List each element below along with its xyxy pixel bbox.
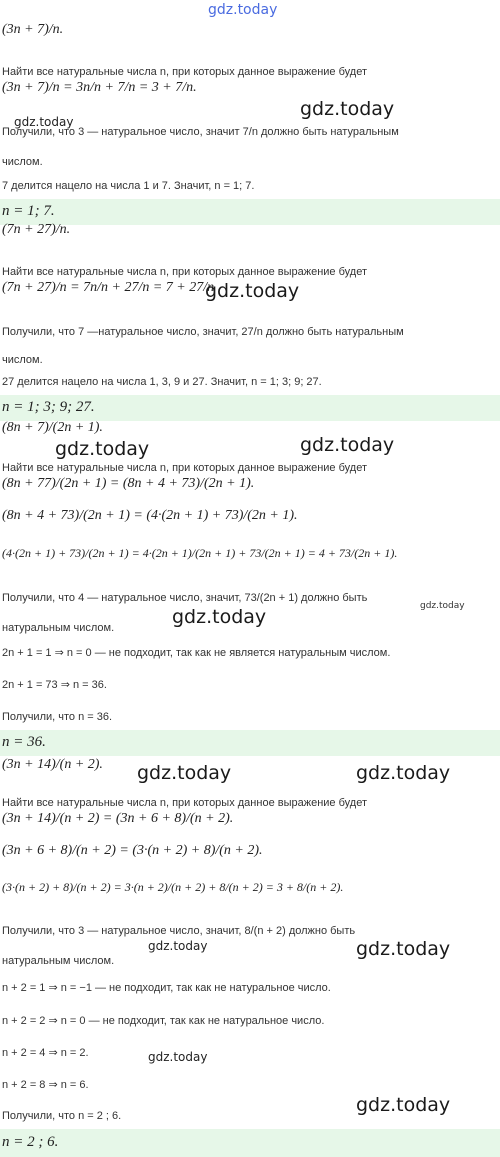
watermark-big: gdz.today <box>172 606 267 628</box>
p3-task: Найти все натуральные числа n, при которых данное выражение будет <box>2 462 367 474</box>
watermark-big: gdz.today <box>137 762 232 784</box>
p2-answer: n = 1; 3; 9; 27. <box>2 399 95 415</box>
watermark-big: gdz.today <box>205 280 300 302</box>
watermark-big: gdz.today <box>55 438 150 460</box>
p4-task: Найти все натуральные числа n, при которых данное выражение будет <box>2 797 367 809</box>
p3-answer-band <box>0 730 500 756</box>
p4-reason: Получили, что 3 — натуральное число, значит, 8/(n + 2) должно быть <box>2 925 356 937</box>
p2-divisors: 27 делится нацело на числа 1, 3, 9 и 27. Значит, n = 1; 3; 9; 27. <box>2 376 322 388</box>
p3-answer: n = 36. <box>2 734 46 750</box>
watermark-big: gdz.today <box>300 434 395 456</box>
p3-case2: 2n + 1 = 73 ⇒ n = 36. <box>2 679 107 691</box>
watermark-big: gdz.today <box>356 762 451 784</box>
watermark-small: gdz.today <box>148 1050 208 1064</box>
p4-case3: n + 2 = 4 ⇒ n = 2. <box>2 1047 89 1059</box>
watermark-big: gdz.today <box>300 98 395 120</box>
p4-step2: (3n + 6 + 8)/(n + 2) = (3·(n + 2) + 8)/(n + 2). <box>2 843 263 858</box>
p1-reason: Получили, что 3 — натуральное число, значит 7/n должно быть натуральным <box>2 126 399 138</box>
p3-reason2: натуральным числом. <box>2 622 115 634</box>
p3-case1: 2n + 1 = 1 ⇒ n = 0 — не подходит, так как не является натуральным числом. <box>2 647 391 659</box>
watermark-big: gdz.today <box>356 938 451 960</box>
p1-expr: (3n + 7)/n. <box>2 22 64 37</box>
p4-step3: (3·(n + 2) + 8)/(n + 2) = 3·(n + 2)/(n + 2) + 8/(n + 2) = 3 + 8/(n + 2). <box>2 880 344 894</box>
p3-result: Получили, что n = 36. <box>2 711 113 723</box>
watermark-top: gdz.today <box>208 2 278 18</box>
p3-step3: (4·(2n + 1) + 73)/(2n + 1) = 4·(2n + 1)/(2n + 1) + 73/(2n + 1) = 4 + 73/(2n + 1). <box>2 546 398 560</box>
p4-case4: n + 2 = 8 ⇒ n = 6. <box>2 1079 89 1091</box>
p3-step2: (8n + 4 + 73)/(2n + 1) = (4·(2n + 1) + 73)/(2n + 1). <box>2 508 298 523</box>
watermark-tiny: gdz.today <box>420 601 465 611</box>
p4-step1: (3n + 14)/(n + 2) = (3n + 6 + 8)/(n + 2). <box>2 811 234 826</box>
p4-answer-band <box>0 1129 500 1157</box>
p1-step1: (3n + 7)/n = 3n/n + 7/n = 3 + 7/n. <box>2 80 197 95</box>
p2-expr: (7n + 27)/n. <box>2 222 71 237</box>
p1-answer: n = 1; 7. <box>2 203 55 219</box>
watermark-small: gdz.today <box>14 115 74 129</box>
p4-case1: n + 2 = 1 ⇒ n = −1 — не подходит, так как не натуральное число. <box>2 982 331 994</box>
p3-reason: Получили, что 4 — натуральное число, значит, 73/(2n + 1) должно быть <box>2 592 368 604</box>
p1-task: Найти все натуральные числа n, при которых данное выражение будет <box>2 66 367 78</box>
p1-answer-band <box>0 199 500 225</box>
p1-reason2: числом. <box>2 156 43 168</box>
watermark-big: gdz.today <box>356 1094 451 1116</box>
p3-step1: (8n + 77)/(2n + 1) = (8n + 4 + 73)/(2n + 1). <box>2 476 255 491</box>
p2-reason2: числом. <box>2 354 43 366</box>
p4-answer: n = 2 ; 6. <box>2 1134 59 1150</box>
p2-step1: (7n + 27)/n = 7n/n + 27/n = 7 + 27/n <box>2 280 215 295</box>
p2-task: Найти все натуральные числа n, при которых данное выражение будет <box>2 266 367 278</box>
p4-case2: n + 2 = 2 ⇒ n = 0 — не подходит, так как не натуральное число. <box>2 1015 325 1027</box>
p2-reason: Получили, что 7 —натуральное число, значит, 27/n должно быть натуральным <box>2 326 404 338</box>
p3-expr: (8n + 7)/(2n + 1). <box>2 420 103 435</box>
p1-divisors: 7 делится нацело на числа 1 и 7. Значит, n = 1; 7. <box>2 180 255 192</box>
p4-result: Получили, что n = 2 ; 6. <box>2 1110 122 1122</box>
watermark-small: gdz.today <box>148 939 208 953</box>
p4-expr: (3n + 14)/(n + 2). <box>2 757 103 772</box>
p4-reason2: натуральным числом. <box>2 955 115 967</box>
